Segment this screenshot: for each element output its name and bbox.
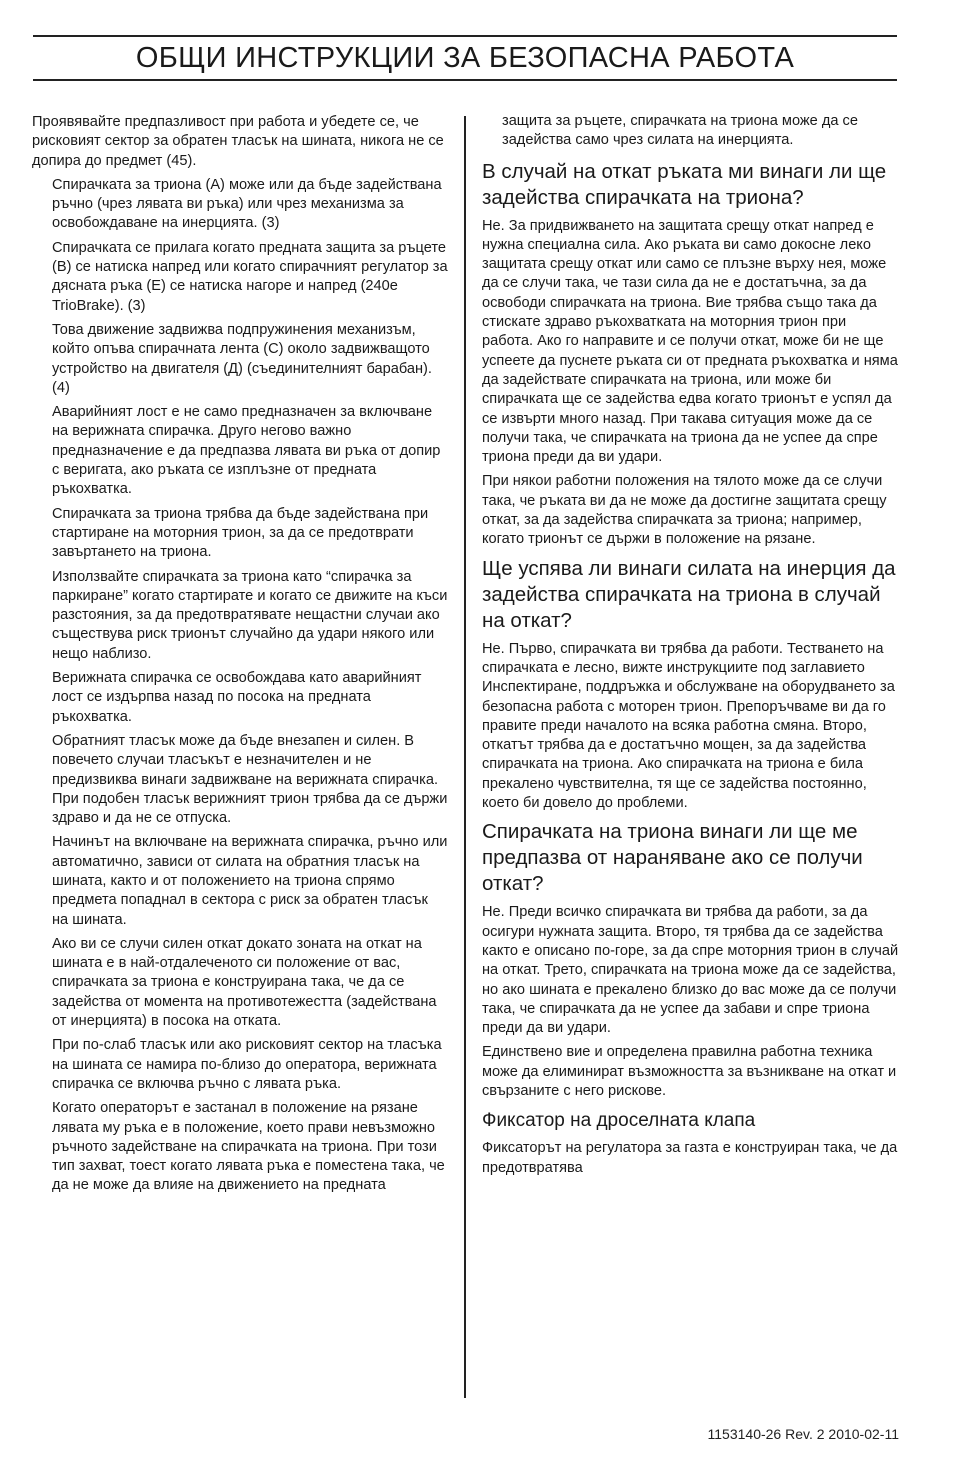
intro-paragraph: Проявявайте предпазливост при работа и убедете се, че рисковият сектор за обратен тласък на шината, никога не се допира до предмет (45). xyxy=(32,114,444,169)
paragraph: Не. Първо, спирачката ви трябва да работи. Тестването на спирачката е лесно, вижте инструкциите под заглавието Инспектиране, поддръжка и обслужване на оборудването за безопасна работа с моторен трион. Препоръчваме ви да го правите преди началото на всяка работна смяна. Второ, откатът трябва да е достатъчно мощен, за да задейства спирачката на триона. Ако спирачката на триона е била прекалено чувствителна, тя ще се задейства постоянно, което би довело до проблеми. xyxy=(482,640,895,812)
right-column xyxy=(482,112,900,1183)
page-title: ОБЩИ ИНСТРУКЦИИ ЗА БЕЗОПАСНА РАБОТА xyxy=(135,42,795,74)
paragraph: Обратният тласък може да бъде внезапен и силен. В повечето случаи тласъкът е незначителен и не предизвиква винаги задвижване на верижната спирачка. При подобен тласък верижният трион трябва да се държи здраво и да не се отпуска. xyxy=(52,732,448,827)
paragraph: Не. За придвижването на защитата срещу откат напред е нужна специална сила. Ако ръката ви само докосне леко защитата срещу откат или само се плъзне върху нея, може да се случи така, че тази сила да не е достатъчна, за да освободи спирачката на триона. Вие трябва също така да стискате здраво ръкохватката на моторния трион при работа. Ако го направите и се получи откат, може би не ще успеете да пуснете ръката си от предната ръкохватка и няма да задействате спирачката на триона, или може би спирачката ще се задейства едва когато трионът е успял да се извърти много назад. При такава ситуация може да се получи така, че спирачката на триона да не успее да спре триона преди да ви удари. xyxy=(482,217,898,466)
page-title-bar xyxy=(33,35,897,81)
column-divider xyxy=(464,116,466,1398)
document-footer: 1153140-26 Rev. 2 2010-02-11 xyxy=(707,1426,899,1442)
paragraph: Аварийният лост е не само предназначен за включване на верижната спирачка. Друго негово важно предназначение е да предпазва лявата ви ръка от допир с веригата, ако ръката се изплъзне от предната ръкохватка. xyxy=(52,404,441,498)
paragraph: Това движение задвижва подпружинения механизъм, който опъва спирачната лента (C) около задвижващото устройство на двигателя (Д) (съединителният барабан). (4) xyxy=(52,321,432,396)
paragraph: Начинът на включване на верижната спирачка, ръчно или автоматично, зависи от силата на обратния тласък на шината, както и от положението на триона спрямо предмета попаднал в сектора с риск за обратен тласък на шината. xyxy=(52,834,448,928)
continuation-paragraph: защита за ръцете, спирачката на триона може да се задейства само чрез силата на инерцията. xyxy=(502,113,858,149)
section-heading: Ще успява ли винаги силата на инерция да задейства спирачката на триона в случай на откат? xyxy=(482,556,896,632)
paragraph: Фиксаторът на регулатора за газта е конструиран така, че да предотвратява xyxy=(482,1140,898,1176)
paragraph: При някои работни положения на тялото може да се случи така, че ръката ви да не може да достигне защитата срещу откат, за да задейства спирачката за триона; например, когато трионът се държи в положение на рязане. xyxy=(482,473,887,548)
paragraph: Спирачката за триона трябва да бъде задействана при стартиране на моторния трион, за да се предотврати завъртането на триона. xyxy=(52,505,429,561)
paragraph: Верижната спирачка се освобождава като аварийният лост се издърпва назад по посока на предната ръкохватка. xyxy=(52,670,422,725)
paragraph: Спирачката се прилага когато предната защита за ръцете (B) се натиска напред или когато спирачният регулатор за дясната ръка (E) се натиска нагоре и напред (240e TrioBrake). (3) xyxy=(52,239,448,314)
section-heading: В случай на откат ръката ми винаги ли ще задейства спирачката на триона? xyxy=(482,159,887,209)
paragraph: Когато операторът е застанал в положение на рязане лявата му ръка е в положение, което прави невъзможно ръчното задействане на спирачката на триона. При този тип захват, тоест когато лявата ръка е поместена така, че да не може да влияе на движението на предната xyxy=(52,1100,445,1194)
paragraph: Не. Преди всичко спирачката ви трябва да работи, за да осигури нужната защита. Второ, тя трябва да се задейства както е описано по-горе, за да спре моторния трион в случай на откат. Трето, спирачката на триона може да се задейства, но ако шината е прекалено близко до вас може да се получи така, че спирачката да не успее да забави и спре триона преди да ви удари. xyxy=(482,904,899,1037)
paragraph: Ако ви се случи силен откат докато зоната на откат на шината е в най-отдалеченото си положение от вас, спирачката за триона е конструирана така, че да се задейства от момента на противотежестта (задействана от инерцията) в посока на отката. xyxy=(52,935,437,1030)
paragraph: При по-слаб тласък или ако рисковият сектор на тласъка на шината се намира по-близо до оператора, верижната спирачка се включва ръчно с лявата ръка. xyxy=(52,1037,442,1092)
paragraph: Единствено вие и определена правилна работна техника може да елиминират възможността за възникване на откат и свързаните с него рискове. xyxy=(482,1044,897,1099)
section-heading: Спирачката на триона винаги ли ще ме предпазва от нараняване ако се получи откат? xyxy=(482,820,863,896)
section-heading: Фиксатор на дроселната клапа xyxy=(482,1110,756,1132)
left-column xyxy=(32,113,448,1201)
paragraph: Спирачката за триона (A) може или да бъде задействана ръчно (чрез лявата ви ръка) или чрез механизма за освобождаване на инерцията. (3) xyxy=(52,176,442,232)
paragraph: Използвайте спирачката за триона като “спирачка за паркиране” когато стартирате и когато се движите на къси разстояния, за да предотвратявате нещастни случаи ако съществува риск трионът случайно да удари някого или нещо наблизо. xyxy=(52,568,448,662)
